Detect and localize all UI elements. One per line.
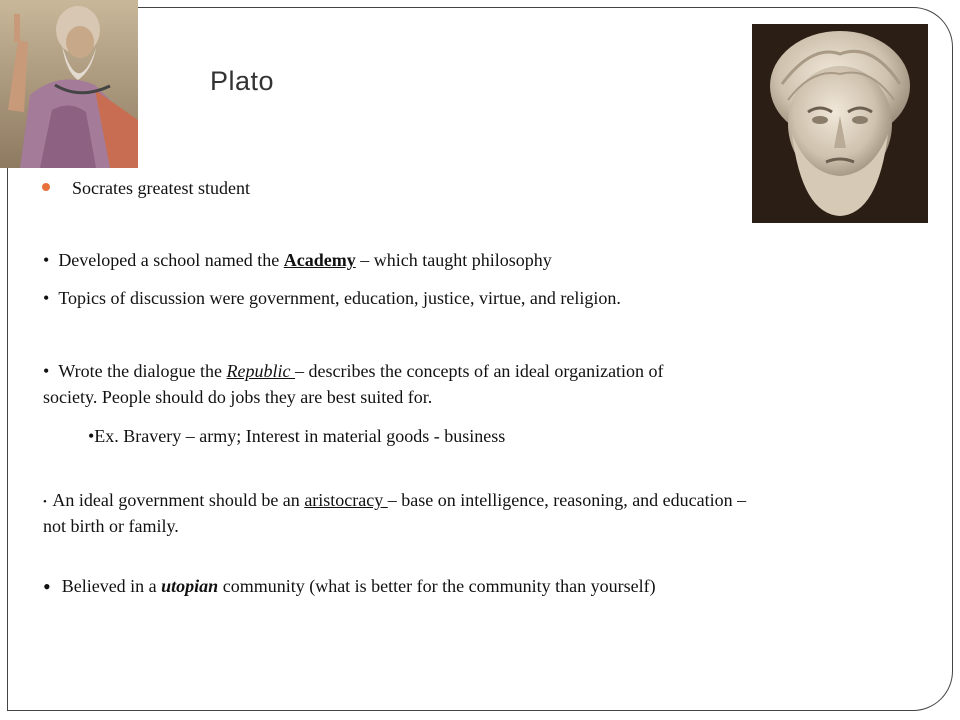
bullet-republic-text-end: – describes the concepts of an ideal organization of [295,361,664,381]
bullet-republic-line2: society. People should do jobs they are best suited for. [43,387,433,407]
sub-bullet-example: •Ex. Bravery – army; Interest in material goods - business [88,426,506,446]
bullet-academy [43,247,552,273]
academy-link: Academy [283,250,356,270]
bullet-aristocracy [43,487,746,515]
bullet-topics [43,285,621,311]
plato-painting-icon [0,0,138,168]
bullet-utopian [43,573,656,600]
bullet-socrates-student: Socrates greatest student [72,178,250,198]
aristocracy-link: aristocracy [304,490,388,510]
utopian-emphasis: utopian [161,576,219,596]
bullet-marker: • [43,250,59,270]
page-title: Plato [210,66,275,96]
bullet-utopian-text: Believed in a [61,576,162,596]
bullet-marker: • [43,288,59,308]
bullet-republic-text: Wrote the dialogue the [58,361,227,381]
bullet-aristocracy-text: An ideal government should be an [52,490,305,510]
bullet-marker: • [43,495,53,508]
bullet-marker [42,183,50,191]
bullet-utopian-text-end: community (what is better for the community than yourself) [218,576,656,596]
bullet-aristocracy-line2: not birth or family. [43,516,179,536]
bullet-republic [43,358,664,384]
bullet-marker: • [43,574,62,599]
bullet-academy-text-end: – which taught philosophy [355,250,552,270]
republic-link: Republic [226,361,296,381]
bullet-aristocracy-text-end: – base on intelligence, reasoning, and education – [387,490,747,510]
bullet-topics-text: Topics of discussion were government, education, justice, virtue, and religion. [58,288,621,308]
bullet-academy-text: Developed a school named the [58,250,284,270]
plato-bust-icon [752,24,928,223]
bullet-marker: • [43,361,59,381]
